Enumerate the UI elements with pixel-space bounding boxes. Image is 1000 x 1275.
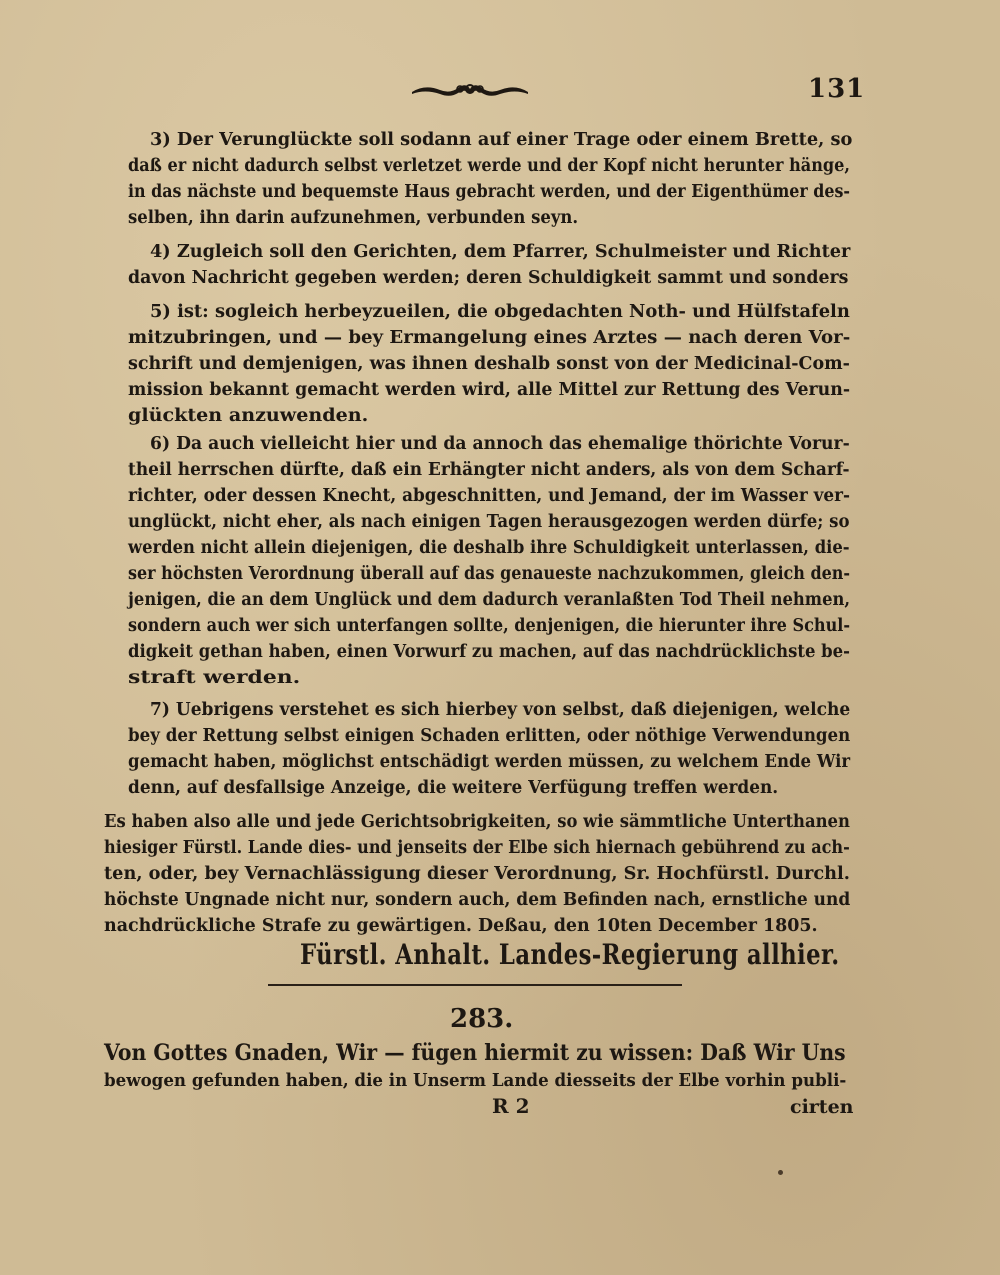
decree-opening-line: Von Gottes Gnaden, Wir — fügen hiermit zu wissen: Daß Wir Uns	[104, 1040, 846, 1066]
text-line: denn, auf desfallsige Anzeige, die weitere Verfügung treffen werden.	[128, 778, 779, 798]
text-line: davon Nachricht gegeben werden; deren Schuldigkeit sammt und sonders	[128, 268, 849, 288]
text-line: 3) Der Verunglückte soll sodann auf einer Trage oder einem Brette, so	[150, 130, 853, 150]
text-line: ten, oder, bey Vernachlässigung dieser Verordnung, Sr. Hochfürstl. Durchl.	[104, 864, 850, 884]
page-number: 131	[808, 74, 866, 104]
text-line: 4) Zugleich soll den Gerichten, dem Pfarrer, Schulmeister und Richter	[150, 242, 851, 262]
text-line: mitzubringen, und — bey Ermangelung eines Arztes — nach deren Vor-	[128, 328, 851, 348]
text-line: nachdrückliche Strafe zu gewärtigen. Deßau, den 10ten December 1805.	[104, 916, 818, 936]
text-line: hiesiger Fürstl. Lande dies- und jenseits der Elbe sich hiernach gebührend zu ach-	[104, 838, 850, 858]
text-line: selben, ihn darin aufzunehmen, verbunden seyn.	[128, 208, 579, 228]
ornament-icon	[410, 78, 530, 100]
signature: Fürstl. Anhalt. Landes-Regierung allhier.	[300, 938, 840, 971]
signature-mark: R 2	[492, 1094, 530, 1118]
ink-speck	[778, 1170, 783, 1175]
text-line: bey der Rettung selbst einigen Schaden erlitten, oder nöthige Verwendungen	[128, 726, 851, 746]
text-line: 6) Da auch vielleicht hier und da annoch das ehemalige thörichte Vorur-	[150, 434, 850, 454]
text-line: sondern auch wer sich unterfangen sollte, denjenigen, die hierunter ihre Schul-	[128, 616, 851, 636]
text-line: digkeit gethan haben, einen Vorwurf zu machen, auf das nachdrücklichste be-	[128, 642, 850, 662]
text-line: gemacht haben, möglichst entschädigt werden müssen, zu welchem Ende Wir	[128, 752, 851, 772]
text-line: schrift und demjenigen, was ihnen deshalb sonst von der Medicinal-Com-	[128, 354, 850, 374]
text-line: richter, oder dessen Knecht, abgeschnitten, und Jemand, der im Wasser ver-	[128, 486, 850, 506]
text-line: theil herrschen dürfte, daß ein Erhängter nicht anders, als von dem Scharf-	[128, 460, 850, 480]
text-line: 7) Uebrigens verstehet es sich hierbey von selbst, daß diejenigen, welche	[150, 700, 851, 720]
text-line: ser höchsten Verordnung überall auf das genaueste nachzukommen, gleich den-	[128, 564, 851, 584]
text-line: glückten anzuwenden.	[128, 406, 369, 426]
text-line: jenigen, die an dem Unglück und dem dadurch veranlaßten Tod Theil nehmen,	[128, 590, 851, 610]
decree-second-line: bewogen gefunden haben, die in Unserm Lande diesseits der Elbe vorhin publi-	[104, 1070, 847, 1091]
document-number: 283.	[450, 1004, 514, 1034]
text-line: in das nächste und bequemste Haus gebracht werden, und der Eigenthümer des-	[128, 182, 850, 202]
text-line: werden nicht allein diejenigen, die deshalb ihre Schuldigkeit unterlassen, die-	[128, 538, 850, 558]
catchword: cirten	[790, 1096, 854, 1118]
text-line: daß er nicht dadurch selbst verletzet werde und der Kopf nicht herunter hänge,	[128, 156, 851, 176]
text-line: unglückt, nicht eher, als nach einigen Tagen herausgezogen werden dürfe; so	[128, 512, 850, 532]
text-line: höchste Ungnade nicht nur, sondern auch, dem Befinden nach, ernstliche und	[104, 890, 851, 910]
text-line: straft werden.	[128, 668, 301, 688]
divider-rule	[268, 984, 682, 986]
text-line: Es haben also alle und jede Gerichtsobrigkeiten, so wie sämmtliche Unterthanen	[104, 812, 850, 832]
text-line: mission bekannt gemacht werden wird, alle Mittel zur Rettung des Verun-	[128, 380, 851, 400]
text-line: 5) ist: sogleich herbeyzueilen, die obgedachten Noth- und Hülfstafeln	[150, 302, 850, 322]
